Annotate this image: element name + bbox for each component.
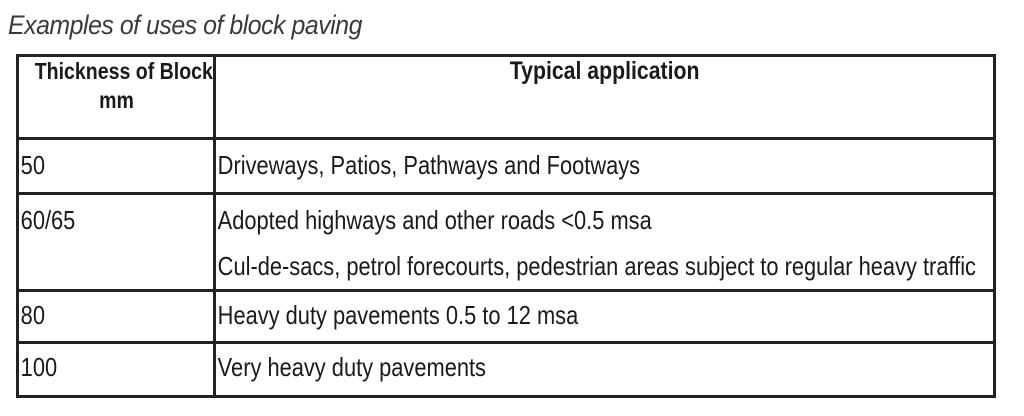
application-cell (215, 291, 995, 343)
thickness-value: 50 (20, 150, 45, 180)
thickness-cell (18, 343, 215, 397)
header-application (215, 56, 995, 139)
thickness-value: 100 (20, 352, 58, 382)
application-text: Very heavy duty pavements (217, 352, 486, 382)
application-text: Adopted highways and other roads <0.5 msa (217, 205, 652, 235)
thickness-cell (18, 291, 215, 343)
thickness-value: 80 (20, 300, 45, 330)
table-row (18, 139, 995, 194)
table-header-row (18, 56, 995, 139)
header-thickness (18, 56, 215, 139)
table-row (18, 194, 995, 291)
thickness-cell (18, 139, 215, 194)
application-cell (215, 194, 995, 291)
header-thickness-line1: Thickness of Block (34, 58, 213, 84)
table-row (18, 343, 995, 397)
application-text: Heavy duty pavements 0.5 to 12 msa (217, 300, 579, 330)
table-caption: Examples of uses of block paving (8, 10, 362, 40)
application-cell (215, 139, 995, 194)
header-application-label: Typical application (509, 57, 700, 85)
thickness-cell (18, 194, 215, 291)
table-row (18, 291, 995, 343)
application-text: Driveways, Patios, Pathways and Footways (217, 150, 641, 180)
application-text: Cul-de-sacs, petrol forecourts, pedestrian areas subject to regular heavy traffic (217, 251, 976, 281)
block-paving-table (16, 54, 996, 398)
application-cell (215, 343, 995, 397)
thickness-value: 60/65 (20, 205, 76, 235)
header-thickness-line2: mm (98, 87, 134, 113)
